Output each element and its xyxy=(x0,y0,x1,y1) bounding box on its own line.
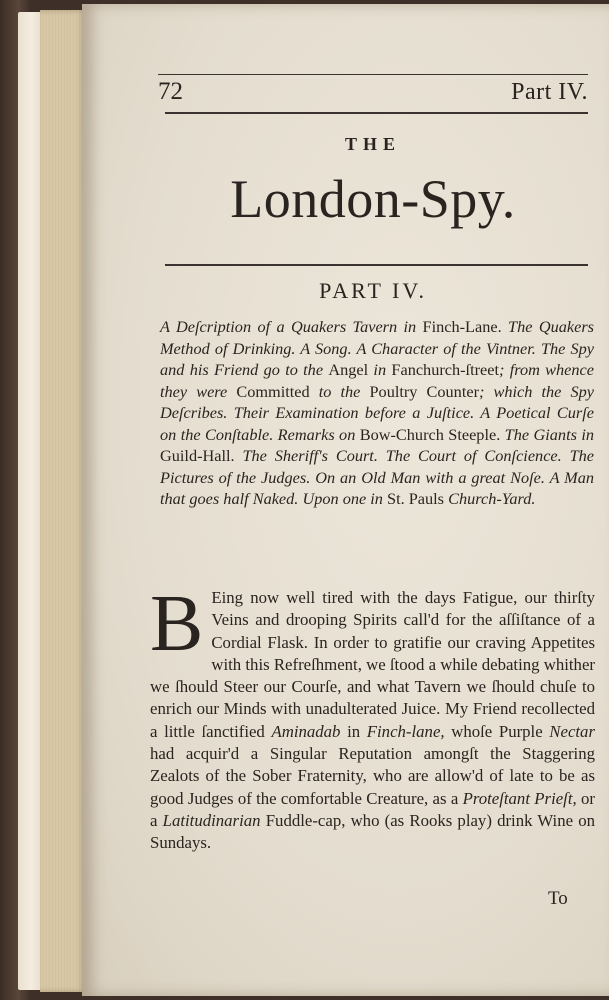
summary-segment: A Deſcription of a Quakers Tavern in xyxy=(160,317,423,336)
summary-segment: The Quakers Method of Drinking. A Song. A Character of the Vintner. The Spy and his Friend go to the xyxy=(160,317,594,379)
catchword: To xyxy=(548,888,568,909)
drop-cap: B xyxy=(150,580,204,668)
summary-segment: Fanchurch-ſtreet xyxy=(391,360,499,379)
page-title: London-Spy. xyxy=(230,169,516,229)
summary-segment: Angel xyxy=(328,360,369,379)
part-heading: PART IV. xyxy=(319,278,427,303)
header-rule-top xyxy=(158,74,588,75)
header-rule-bottom xyxy=(165,112,588,114)
summary-segment: ; from whence they were xyxy=(160,360,594,401)
body-segment: Eing now well tired with the days Fatigue, our thirſty Veins and drooping Spirits call'd for the aſſiſtance of a Cordial Flask. In order to gratifie our craving Appetites with this Refreſhment, we ſtood a while debating whither we ſhould Steer our Courſe, and what Tavern we ſhould chuſe to enrich our Minds with unadulterated Juice. My Friend recollected a little ſanctified xyxy=(150,588,595,741)
summary-segment: The Sheriff's Court. The Court of Conſcience. The Pictures of the Judges. On an Old Man with a great Noſe. A Man that goes half Naked. Upon one in xyxy=(160,446,594,508)
summary-segment: Bow-Church Steeple. xyxy=(359,424,501,444)
summary-segment: Guild-Hall. xyxy=(160,446,235,465)
body-segment: whoſe Purple xyxy=(444,721,550,741)
body-segment: in xyxy=(340,721,367,741)
title-rule xyxy=(165,264,588,266)
title-the: THE xyxy=(344,134,401,154)
summary-segment: The Giants in xyxy=(500,424,594,444)
summary-segment: Finch-Lane. xyxy=(422,317,502,336)
page-number: 72 xyxy=(158,78,183,105)
summary-segment: Church-Yard. xyxy=(444,489,536,508)
summary-segment: Poultry Counter xyxy=(369,381,479,401)
body-paragraph xyxy=(150,580,595,855)
summary-segment: in xyxy=(368,360,392,379)
body-segment: Aminadab xyxy=(271,721,341,741)
body-segment: had acquir'd a Singular Reputation amongſt the Staggering Zealots of the Sober Fraternity, who are allow'd of late to be as good Judges of the comfortable Creature, as a xyxy=(150,744,595,808)
summary-segment: Committed xyxy=(236,381,310,401)
body-segment: Finch-lane, xyxy=(366,721,445,741)
running-head: Part IV. xyxy=(511,79,588,105)
summary-segment: St. Pauls xyxy=(387,489,445,508)
body-segment: Nectar xyxy=(549,721,595,741)
page-stack-edge xyxy=(40,10,86,992)
body-segment: or a xyxy=(150,788,595,830)
body-text xyxy=(150,580,595,853)
chapter-summary xyxy=(160,316,594,510)
body-segment: Fuddle-cap, who (as Rooks play) drink Wine on Sundays. xyxy=(150,810,595,853)
body-segment: Proteſtant Prieſt, xyxy=(462,788,577,808)
summary-segment: to the xyxy=(309,381,370,401)
body-segment: Latitudinarian xyxy=(162,810,261,830)
page-header xyxy=(158,78,588,106)
summary-segment: ; which the Spy Deſcribes. Their Examination before a Juſtice. A Poetical Curſe on the Conſtable. Remarks on xyxy=(160,381,595,444)
